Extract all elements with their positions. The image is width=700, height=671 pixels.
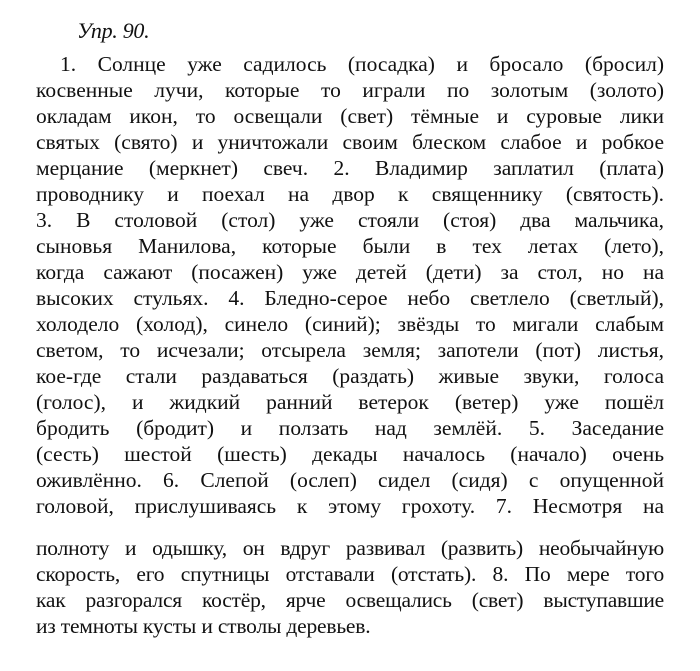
text-line: светом, то исчезали; отсырела земля; запотели (пот) листья, <box>36 338 664 362</box>
text-line: холодело (холод), синело (синий); звёзды то мигали слабым <box>36 312 664 336</box>
text-line: сыновья Манилова, которые были в тех летах (лето), <box>36 234 664 258</box>
text-line: 3. В столовой (стол) уже стояли (стоя) два мальчика, <box>36 208 664 232</box>
text-line: (сесть) шестой (шесть) декады началось (начало) очень <box>36 442 664 466</box>
text-line: кое-где стали раздаваться (раздать) живые звуки, голоса <box>36 364 664 388</box>
text-line: высоких стульях. 4. Бледно-серое небо светлело (светлый), <box>36 286 664 310</box>
text-line: святых (свято) и уничтожали своим блеском слабое и робкое <box>36 130 664 154</box>
text-line: мерцание (меркнет) свеч. 2. Владимир заплатил (плата) <box>36 156 664 180</box>
text-line: полноту и одышку, он вдруг развивал (развить) необычайную <box>36 536 664 560</box>
text-line: 1. Солнце уже садилось (посадка) и бросало (бросил) <box>60 52 664 76</box>
text-line: окладам икон, то освещали (свет) тёмные и суровые лики <box>36 104 664 128</box>
text-line: (голос), и жидкий ранний ветерок (ветер) уже пошёл <box>36 390 664 414</box>
text-line: как разгорался костёр, ярче освещались (свет) выступавшие <box>36 588 664 612</box>
text-line: из темноты кусты и стволы деревьев. <box>36 614 371 638</box>
text-line: оживлённо. 6. Слепой (ослеп) сидел (сидя) с опущенной <box>36 468 664 492</box>
text-line: проводнику и поехал на двор к священнику (святость). <box>36 182 664 206</box>
exercise-title: Упр. 90. <box>77 18 150 43</box>
text-line: бродить (бродит) и ползать над землёй. 5. Заседание <box>36 416 664 440</box>
text-line: скорость, его спутницы отставали (отстать). 8. По мере того <box>36 562 664 586</box>
text-line: когда сажают (посажен) уже детей (дети) за стол, но на <box>36 260 664 284</box>
text-line: косвенные лучи, которые то играли по золотым (золото) <box>36 78 664 102</box>
text-line: головой, прислушиваясь к этому грохоту. 7. Несмотря на <box>36 494 664 518</box>
